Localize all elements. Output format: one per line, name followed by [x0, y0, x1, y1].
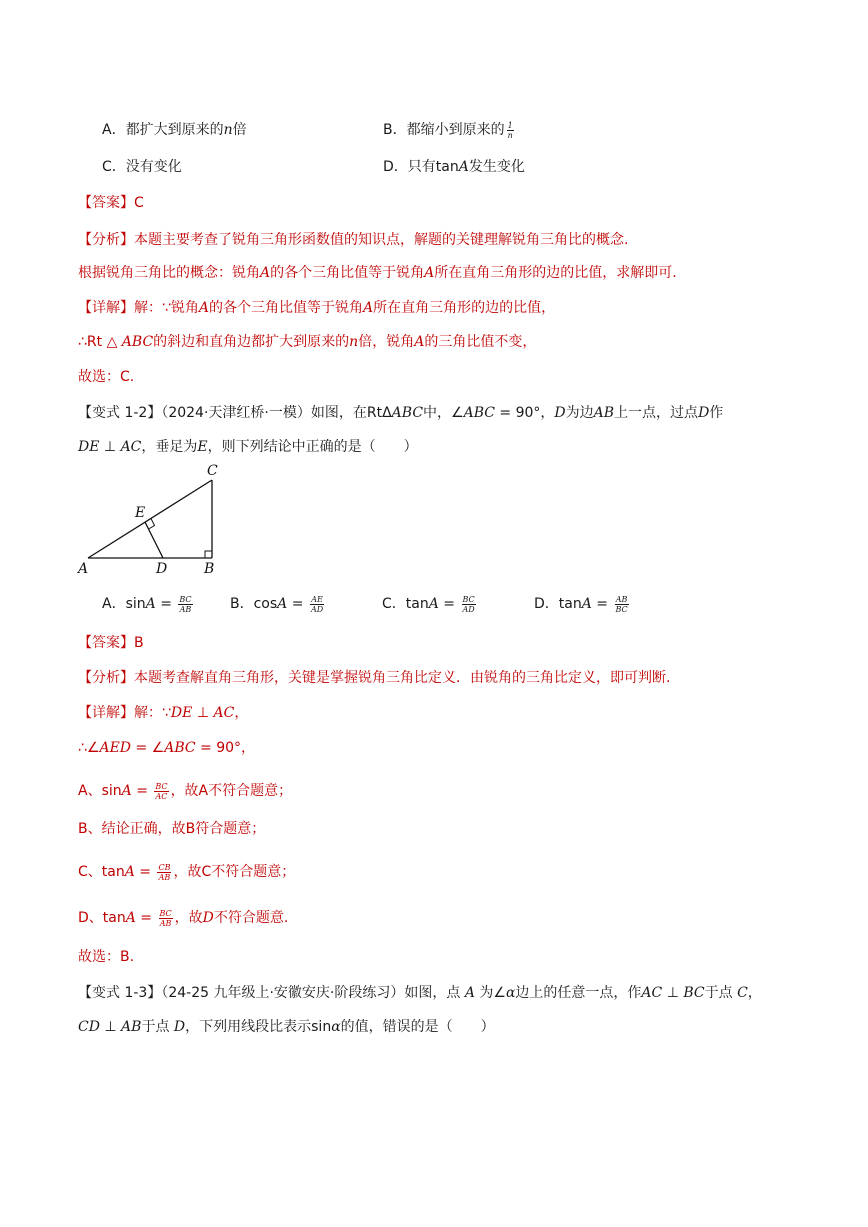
label-a: A — [78, 561, 89, 577]
fraction: $\frac{BC}{AB}$ — [179, 594, 192, 614]
q2-option-b: B．cosA = $\frac{AE}{AD}$ — [230, 594, 324, 614]
fraction: $\frac{BC}{AC}$ — [155, 781, 168, 801]
q2-detail-c: C、tanA = $\frac{CB}{AB}$ ，故C不符合题意； — [78, 862, 296, 882]
fraction: $\frac{CB}{AB}$ — [158, 862, 171, 882]
q1-option-c: C．没有变化 — [102, 159, 182, 175]
fraction: $\frac{AB}{BC}$ — [615, 594, 628, 614]
q2-detail-line2: ∴∠AED = ∠ABC = 90°， — [78, 740, 256, 756]
q2-answer: 【答案】B — [78, 635, 144, 651]
q1-analysis: 【分析】本题主要考查了锐角三角形函数值的知识点，解题的关键理解锐角三角比的概念. — [78, 232, 629, 248]
fraction: $\frac{BC}{AB}$ — [159, 908, 172, 928]
fraction: $\frac{AE}{AD}$ — [310, 594, 324, 614]
q3-stem-line1: 【变式 1-3】（24-25 九年级上·安徽安庆·阶段练习）如图，点 A 为∠α边上的任意一点，作AC ⊥ BC于点 C， — [78, 985, 762, 1001]
q1-detail-line1: 【详解】解：∵锐角A的各个三角比值等于锐角A所在直角三角形的边的比值， — [78, 300, 556, 316]
label-b: B — [204, 561, 215, 577]
q2-conclusion: 故选：B. — [78, 949, 135, 965]
q1-answer: 【答案】C — [78, 195, 144, 211]
q2-detail-line1: 【详解】解：∵DE ⊥ AC， — [78, 705, 249, 721]
q1-conclusion: 故选：C. — [78, 369, 135, 385]
fraction: $\frac{1}{n}$ — [507, 120, 513, 140]
q2-detail-d: D、tanA = $\frac{BC}{AB}$ ，故D不符合题意. — [78, 908, 289, 928]
q2-stem-line2: DE ⊥ AC，垂足为E，则下列结论中正确的是（ ） — [78, 439, 418, 455]
q1-detail-line2: ∴Rt △ ABC的斜边和直角边都扩大到原来的n倍，锐角A的三角比值不变， — [78, 334, 537, 350]
label-c: C — [207, 463, 218, 479]
q3-stem-line2: CD ⊥ AB于点 D，下列用线段比表示sinα的值，错误的是（ ） — [78, 1019, 495, 1035]
q2-stem-line1: 【变式 1-2】（2024·天津红桥·一模）如图，在RtΔABC中，∠ABC = 90°，D为边AB上一点，过点D作 — [78, 405, 724, 421]
label-d: D — [156, 561, 168, 577]
q2-option-a: A．sinA = $\frac{BC}{AB}$ — [102, 594, 192, 614]
q1-option-b: B．都缩小到原来的 $\frac{1}{n}$ — [383, 120, 513, 140]
q2-option-d: D．tanA = $\frac{AB}{BC}$ — [534, 594, 628, 614]
q1-option-d: D．只有tanA发生变化 — [383, 159, 525, 175]
q2-option-c: C．tanA = $\frac{BC}{AD}$ — [382, 594, 475, 614]
q1-analysis-line2: 根据锐角三角比的概念：锐角A的各个三角比值等于锐角A所在直角三角形的边的比值，求解即可. — [78, 265, 677, 281]
triangle-figure — [70, 455, 240, 580]
label-e: E — [135, 505, 146, 521]
q1-option-a: A．都扩大到原来的n倍 — [102, 122, 247, 138]
q2-detail-a: A、sinA = $\frac{BC}{AC}$ ，故A不符合题意； — [78, 781, 293, 801]
fraction: $\frac{BC}{AD}$ — [462, 594, 475, 614]
q2-detail-b: B、结论正确，故B符合题意； — [78, 821, 266, 837]
q2-analysis: 【分析】本题考查解直角三角形，关键是掌握锐角三角比定义．由锐角的三角比定义，即可判断. — [78, 670, 671, 686]
